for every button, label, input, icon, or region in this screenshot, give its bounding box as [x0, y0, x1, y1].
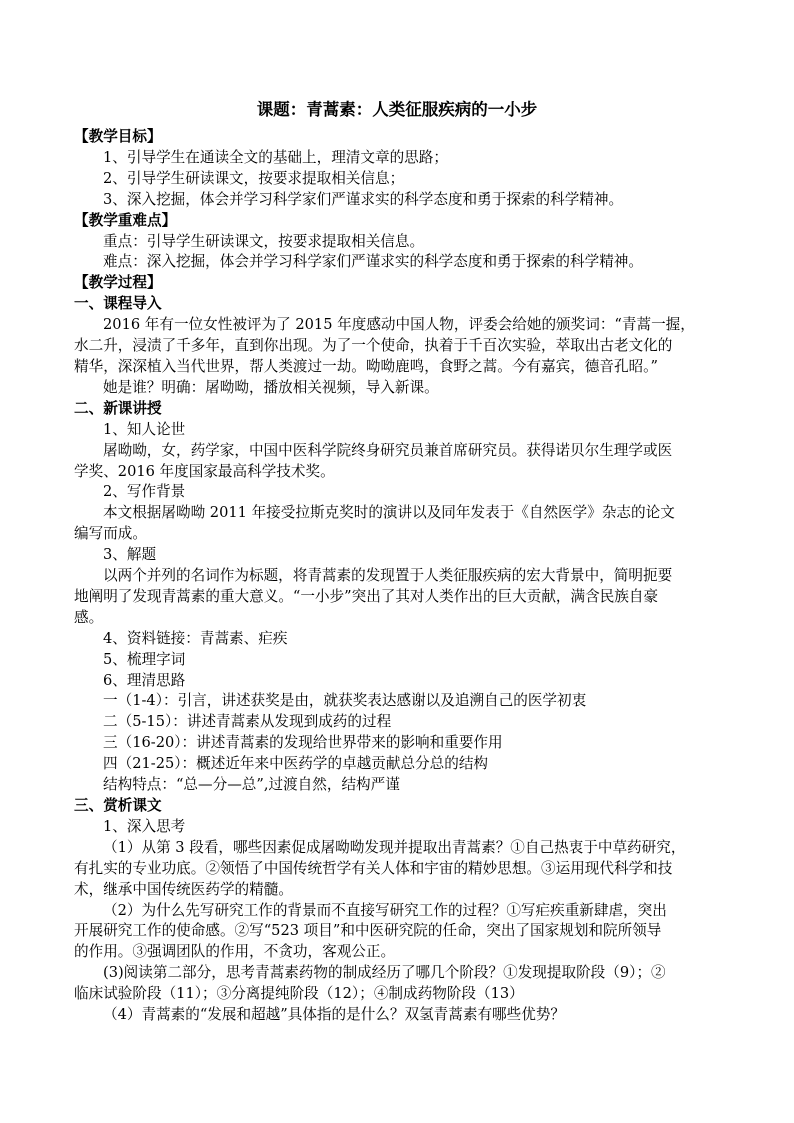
question-line: 有扎实的专业功底。②领悟了中国传统哲学有关人体和宇宙的精妙思想。③运用现代科学和技	[74, 859, 673, 877]
question-line: 临床试验阶段（11）；③分离提纯阶段（12）；④制成药物阶段（13）	[74, 985, 524, 1003]
question-line: （1）从第 3 段看，哪些因素促成屠呦呦发现并提取出青蒿素？①自己热衷于中草药研究，	[103, 838, 686, 856]
question-line: (3)阅读第二部分，思考青蒿素药物的制成经历了哪几个阶段？①发现提取阶段（9）；②	[103, 964, 666, 982]
subsection-label: 1、深入思考	[103, 817, 186, 835]
paragraph-line: 以两个并列的名词作为标题，将青蒿素的发现置于人类征服疾病的宏大背景中，简明扼要	[103, 567, 673, 585]
goals-heading: 【教学目标】	[74, 128, 162, 145]
document-body	[74, 127, 724, 1026]
outline-part: 二（5-15）：讲述青蒿素从发现到成药的过程	[103, 713, 392, 731]
goal-item: 1、引导学生在通读全文的基础上，理清文章的思路；	[103, 148, 448, 166]
process-heading: 【教学过程】	[74, 274, 162, 292]
question-line: （2）为什么先写研究工作的背景而不直接写研究工作的过程？①写疟疾重新肆虐，突出	[103, 901, 667, 919]
question-line: 开展研究工作的使命感。②写“523 项目”和中医研究院的任命，突出了国家规划和院所领导	[74, 922, 662, 940]
paragraph-line: 2016 年有一位女性被评为了 2015 年度感动中国人物，评委会给她的颁奖词：“青蒿一握，	[103, 316, 695, 334]
paragraph-line: 感。	[74, 608, 104, 626]
structure-note: 结构特点：“总—分—总”,过渡自然，结构严谨	[103, 776, 400, 794]
hard-point: 难点：深入挖掘，体会并学习科学家们严谨求实的科学态度和勇于探索的科学精神。	[103, 253, 643, 271]
question-line: 术，继承中国传统医药学的精髓。	[74, 880, 293, 898]
subsection-label: 3、解题	[103, 546, 157, 564]
key-point: 重点：引导学生研读课文，按要求提取相关信息。	[103, 232, 425, 250]
paragraph-line: 本文根据屠呦呦 2011 年接受拉斯克奖时的演讲以及同年发表于《自然医学》杂志的论文	[103, 504, 675, 522]
paragraph-line: 学奖、2016 年度国家最高科学技术奖。	[74, 462, 335, 480]
subsection-label: 6、理清思路	[103, 671, 186, 689]
paragraph-line: 编写而成。	[74, 525, 147, 543]
paragraph-line: 水二升，浸渍了千多年，直到你出现。为了一个使命，执着于千百次实验，萃取出古老文化的	[74, 337, 673, 355]
subsection-label: 2、写作背景	[103, 483, 186, 501]
subsection-label: 4、资料链接：青蒿素、疟疾	[103, 629, 288, 647]
difficulty-heading: 【教学重难点】	[74, 211, 177, 229]
goal-item: 3、深入挖掘，体会并学习科学家们严谨求实的科学态度和勇于探索的科学精神。	[103, 190, 624, 208]
question-line: 的作用。③强调团队的作用，不贪功，客观公正。	[74, 943, 396, 961]
paragraph-line: 屠呦呦，女，药学家，中国中医科学院终身研究员兼首席研究员。获得诺贝尔生理学或医	[103, 441, 673, 459]
section-heading: 三、赏析课文	[74, 797, 162, 814]
section-heading: 一、课程导入	[74, 295, 162, 313]
subsection-label: 5、梳理字词	[103, 650, 186, 668]
paragraph-line: 地阐明了发现青蒿素的重大意义。“一小步”突出了其对人类作出的巨大贡献，满含民族自豪	[74, 587, 659, 605]
outline-part: 三（16-20）：讲述青蒿素的发现给世界带来的影响和重要作用	[103, 734, 503, 752]
paragraph-line: 精华，深深植入当代世界，帮人类渡过一劫。呦呦鹿鸣，食野之蒿。今有嘉宾，德音孔昭。”	[74, 357, 658, 375]
outline-part: 一（1-4）：引言，讲述获奖是由，就获奖表达感谢以及追溯自己的医学初衷	[103, 692, 587, 710]
paragraph-line: 她是谁？明确：屠呦呦，播放相关视频，导入新课。	[103, 378, 439, 396]
question-line: （4）青蒿素的“发展和超越”具体指的是什么？双氢青蒿素有哪些优势？	[103, 1006, 566, 1024]
goal-item: 2、引导学生研读课文，按要求提取相关信息；	[103, 169, 405, 187]
outline-part: 四（21-25）：概述近年来中医药学的卓越贡献总分总的结构	[103, 755, 489, 773]
section-heading: 二、新课讲授	[74, 399, 162, 417]
subsection-label: 1、知人论世	[103, 420, 186, 438]
page-title: 课题：青蒿素：人类征服疾病的一小步	[256, 100, 538, 119]
